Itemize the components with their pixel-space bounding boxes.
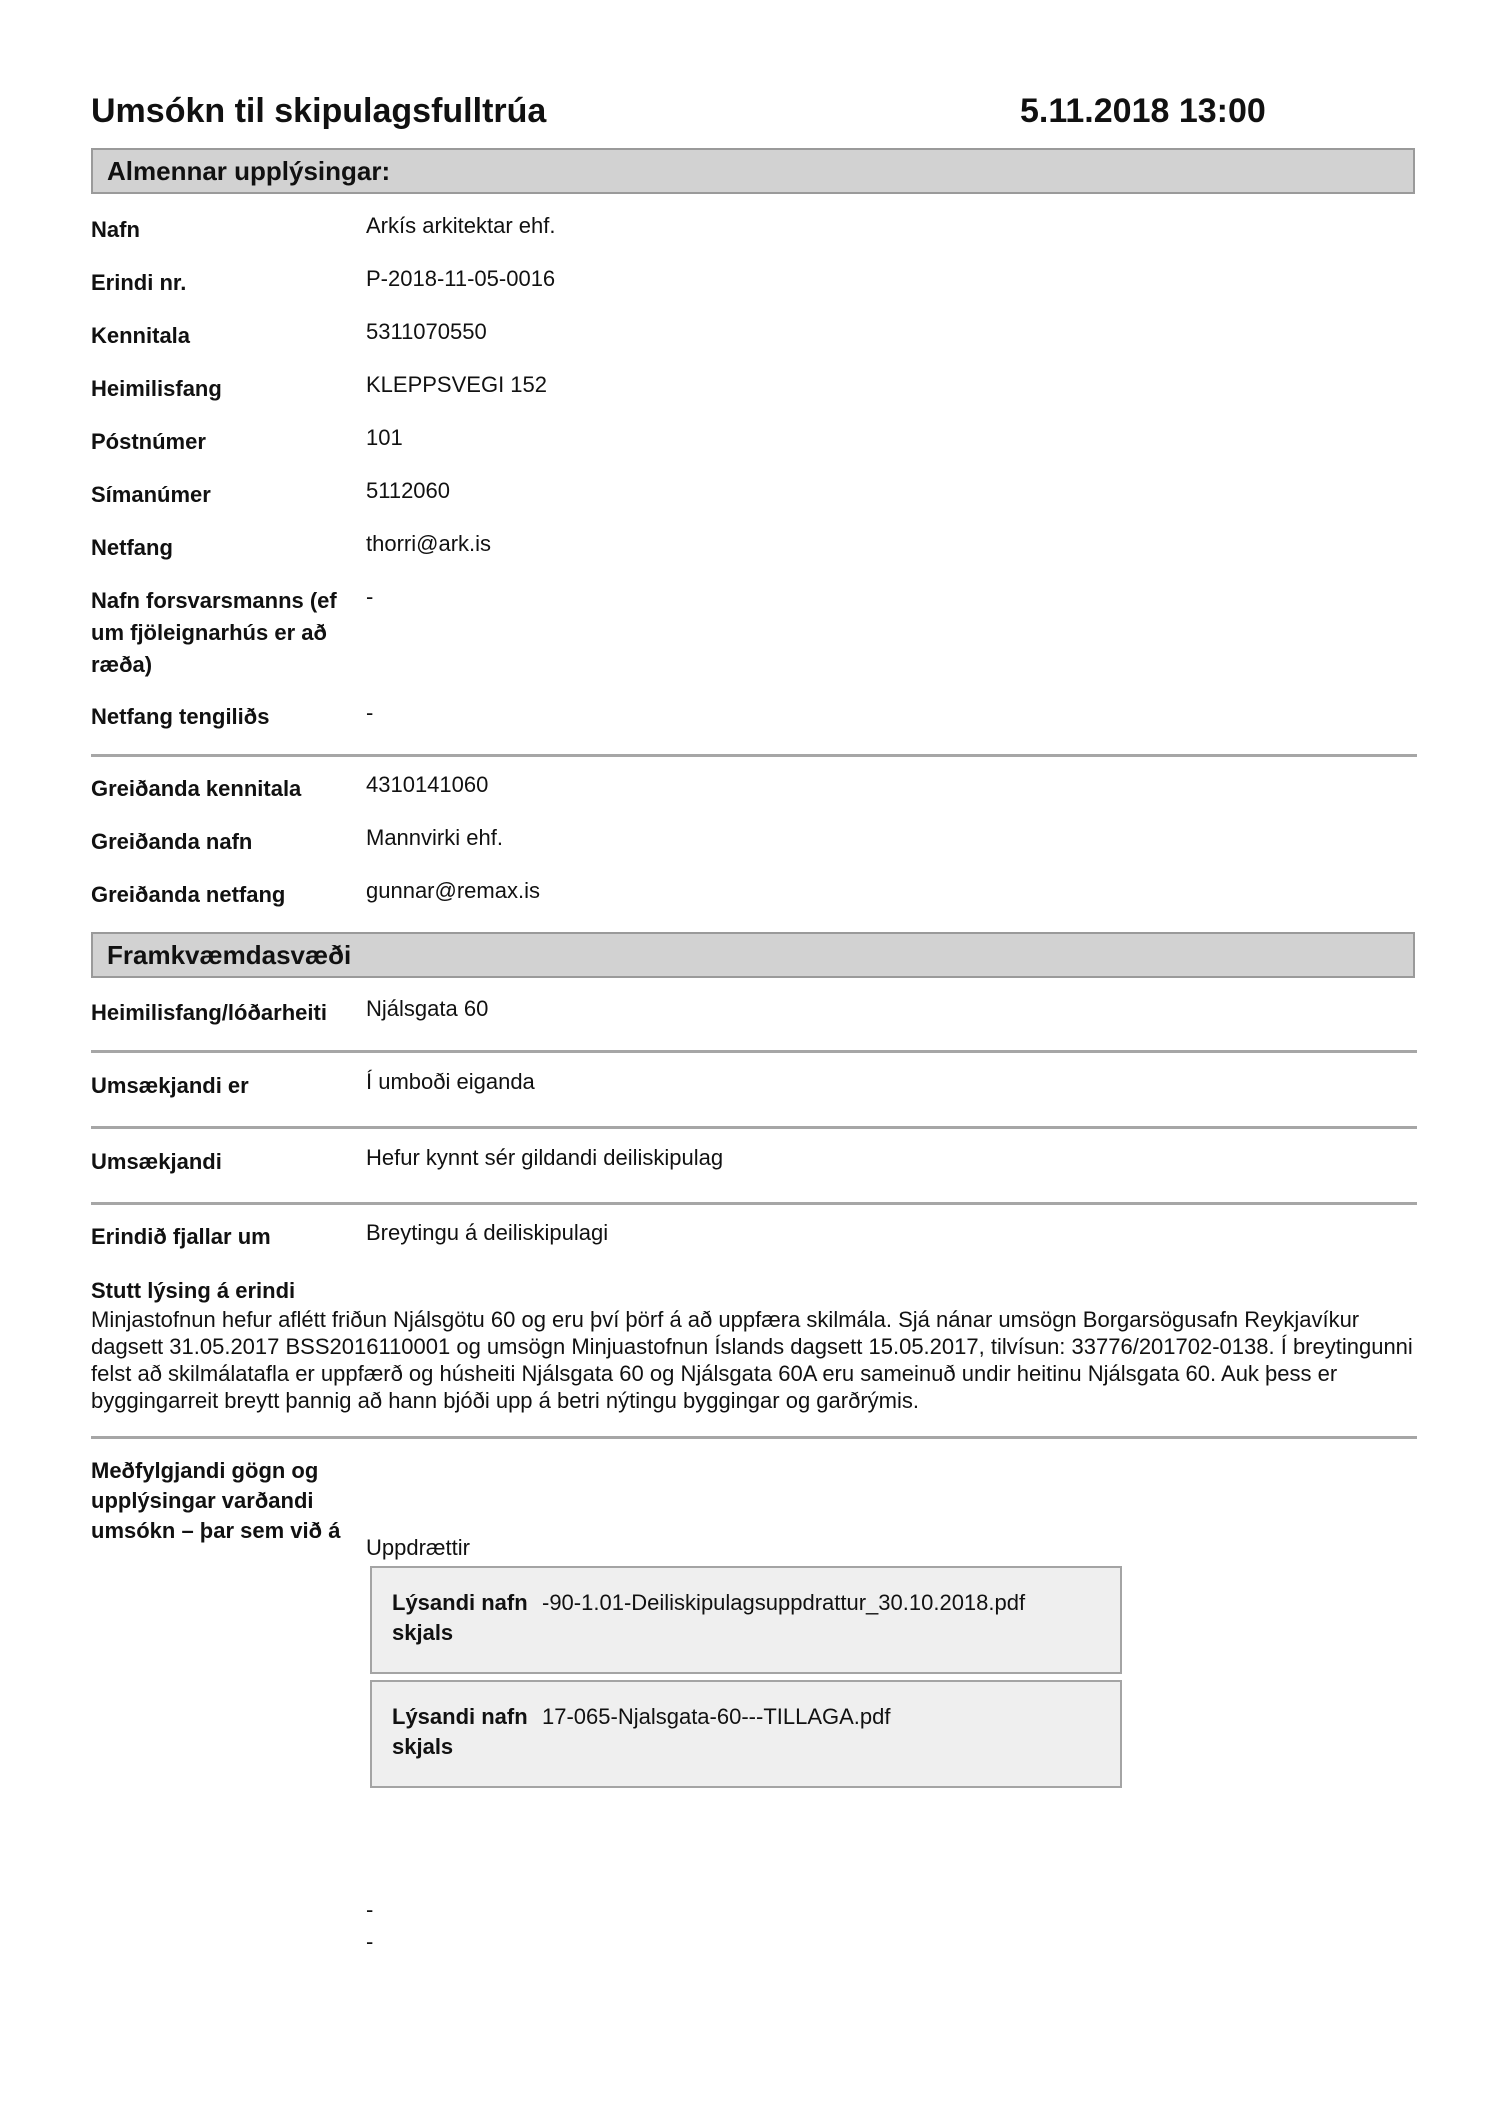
field-value-subject: Breytingu á deiliskipulagi	[366, 1220, 609, 1245]
attachment-extra: -	[366, 1897, 374, 1922]
attachment-document-filename[interactable]: 17-065-Njalsgata-60---TILLAGA.pdf	[542, 1704, 891, 1729]
field-label-case-number: Erindi nr.	[91, 270, 187, 295]
field-label-postcode: Póstnúmer	[91, 429, 206, 454]
field-label-payer-id: Greiðanda kennitala	[91, 776, 302, 801]
divider	[91, 1202, 1417, 1205]
field-label-applicant: Umsækjandi	[91, 1149, 222, 1174]
field-value-applicant-type: Í umboði eiganda	[366, 1069, 535, 1094]
field-label-id-number: Kennitala	[91, 323, 191, 348]
divider	[91, 1126, 1417, 1129]
field-label-property-address: Heimilisfang/lóðarheiti	[91, 1000, 327, 1025]
field-value-case-number: P-2018-11-05-0016	[366, 266, 556, 291]
field-label-applicant-type: Umsækjandi er	[91, 1073, 249, 1098]
field-label-subject: Erindið fjallar um	[91, 1224, 271, 1249]
field-value-id-number: 5311070550	[366, 319, 487, 344]
attachments-label: Meðfylgjandi gögn og upplýsingar varðandi umsókn – þar sem við á	[91, 1458, 341, 1543]
field-label-phone: Símanúmer	[91, 482, 211, 507]
attachment-document-filename[interactable]: -90-1.01-Deiliskipulagsuppdrattur_30.10.2018.pdf	[542, 1590, 1026, 1615]
field-label-email: Netfang	[91, 535, 173, 560]
field-value-representative: -	[366, 584, 374, 609]
section-header-general: Almennar upplýsingar:	[91, 148, 1415, 194]
field-value-contact-email: -	[366, 700, 374, 725]
field-label-name: Nafn	[91, 217, 140, 242]
attachment-document	[370, 1680, 1122, 1788]
field-value-applicant: Hefur kynnt sér gildandi deiliskipulag	[366, 1145, 724, 1170]
page-title: Umsókn til skipulagsfulltrúa	[91, 92, 547, 130]
field-value-property-address: Njálsgata 60	[366, 996, 489, 1021]
description-text: Minjastofnun hefur aflétt friðun Njálsgötu 60 og eru því þörf á að uppfæra skilmála. Sjá nánar umsögn Borgarsögusafn Reykjavíkur dagsett 31.05.2017 BSS2016110001 og umsögn Minjuastofnun Íslands dagsett 15.05.2017, tilvísun: 33776/201702-0138. Í breytingunni felst að skilmálatafla er uppfærð og húsheiti Njálsgata 60 og Njálsgata 60A eru sameinuð undir heitinu Njálsgata 60. Auk þess er byggingarreit breytt þannig að hann bjóði upp á betri nýtingu byggingar og garðrýmis.	[91, 1307, 1413, 1413]
field-label-contact-email: Netfang tengiliðs	[91, 704, 270, 729]
field-label-payer-name: Greiðanda nafn	[91, 829, 253, 854]
attachments-group-title: Uppdrættir	[366, 1535, 470, 1560]
field-label-address: Heimilisfang	[91, 376, 222, 401]
field-value-email: thorri@ark.is	[366, 531, 492, 556]
field-value-postcode: 101	[366, 425, 403, 450]
field-value-payer-email: gunnar@remax.is	[366, 878, 540, 903]
divider	[91, 754, 1417, 757]
submission-timestamp: 5.11.2018 13:00	[1020, 92, 1266, 130]
field-label-payer-email: Greiðanda netfang	[91, 882, 286, 907]
field-value-payer-name: Mannvirki ehf.	[366, 825, 503, 850]
divider	[91, 1050, 1417, 1053]
field-value-name: Arkís arkitektar ehf.	[366, 213, 556, 238]
attachment-document-label: Lýsandi nafn skjals	[392, 1590, 528, 1645]
field-value-payer-id: 4310141060	[366, 772, 489, 797]
divider	[91, 1436, 1417, 1439]
attachment-extra: -	[366, 1929, 374, 1954]
field-label-representative: Nafn forsvarsmanns (ef um fjöleignarhús er að ræða)	[91, 588, 337, 677]
attachment-document-label: Lýsandi nafn skjals	[392, 1704, 528, 1759]
description-title: Stutt lýsing á erindi	[91, 1278, 296, 1303]
attachment-document	[370, 1566, 1122, 1674]
field-value-phone: 5112060	[366, 478, 451, 503]
field-value-address: KLEPPSVEGI 152	[366, 372, 547, 397]
section-header-project: Framkvæmdasvæði	[91, 932, 1415, 978]
